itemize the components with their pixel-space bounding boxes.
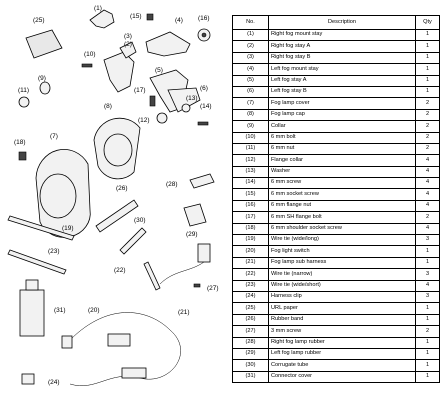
part-qty-cell: 1 (416, 41, 440, 52)
part-description-cell: 3 mm screw (269, 326, 416, 337)
table-row (233, 257, 440, 268)
table-row (233, 303, 440, 314)
callout-11: (11) (18, 87, 30, 94)
part-number-cell: (13) (233, 166, 269, 177)
callout-8: (8) (104, 103, 112, 110)
part-description-cell: Left fog stay B (269, 86, 416, 97)
part-description-cell: Harness clip (269, 291, 416, 302)
url-paper-part (26, 17, 62, 58)
table-row (233, 291, 440, 302)
table-row (233, 64, 440, 75)
callout-19: (19) (62, 225, 74, 232)
part-qty-cell: 1 (416, 52, 440, 63)
socket-screw-part (130, 13, 153, 20)
part-number-cell: (2) (233, 41, 269, 52)
part-description-cell: Fog lamp cap (269, 109, 416, 120)
part-number-cell: (8) (233, 109, 269, 120)
callout-17: (17) (134, 87, 146, 94)
sh-flange-bolt-part (134, 87, 155, 106)
part-number-cell: (26) (233, 314, 269, 325)
table-row (233, 348, 440, 359)
part-number-cell: (30) (233, 360, 269, 371)
part-qty-cell: 1 (416, 360, 440, 371)
left-fog-mount-stay-part (146, 17, 190, 56)
part-description-cell: 6 mm bolt (269, 132, 416, 143)
table-row (233, 75, 440, 86)
parts-table-body (233, 30, 440, 383)
bolt-part (82, 51, 96, 67)
part-description-cell: Connector cover (269, 371, 416, 382)
part-qty-cell: 4 (416, 178, 440, 189)
wire-tie-short-part (8, 248, 66, 274)
fog-lamp-cap-part (94, 103, 140, 179)
part-qty-cell: 2 (416, 109, 440, 120)
part-qty-cell: 1 (416, 303, 440, 314)
parts-table (232, 15, 440, 383)
part-number-cell: (22) (233, 269, 269, 280)
callout-18: (18) (14, 139, 26, 146)
header-qty: Qty (416, 16, 440, 30)
callout-3: (3) (124, 33, 132, 40)
part-qty-cell: 2 (416, 132, 440, 143)
part-description-cell: 6 mm screw (269, 178, 416, 189)
table-row (233, 280, 440, 291)
callout-2: (2) (124, 41, 132, 48)
callout-26: (26) (116, 185, 128, 192)
part-description-cell: Fog lamp sub harness (269, 257, 416, 268)
part-description-cell: Left fog mount stay (269, 64, 416, 75)
part-description-cell: Washer (269, 166, 416, 177)
table-row (233, 121, 440, 132)
part-description-cell: URL paper (269, 303, 416, 314)
part-number-cell: (29) (233, 348, 269, 359)
part-number-cell: (16) (233, 200, 269, 211)
part-qty-cell: 4 (416, 223, 440, 234)
table-row (233, 314, 440, 325)
part-description-cell: Right fog stay B (269, 52, 416, 63)
part-number-cell: (31) (233, 371, 269, 382)
callout-30: (30) (134, 217, 146, 224)
part-qty-cell: 3 (416, 235, 440, 246)
part-description-cell: Fog light switch (269, 246, 416, 257)
part-description-cell: Left fog lamp rubber (269, 348, 416, 359)
callout-25: (25) (33, 17, 45, 24)
part-number-cell: (10) (233, 132, 269, 143)
callout-14: (14) (200, 103, 212, 110)
part-qty-cell: 1 (416, 314, 440, 325)
part-description-cell: 6 mm shoulder socket screw (269, 223, 416, 234)
callout-31: (31) (54, 307, 66, 314)
callout-24: (24) (48, 379, 60, 386)
table-row (233, 326, 440, 337)
part-qty-cell: 1 (416, 75, 440, 86)
collar-part (38, 75, 50, 94)
callout-20: (20) (88, 307, 100, 314)
header-description: Description (269, 16, 416, 30)
nut-part (18, 87, 29, 107)
part-number-cell: (28) (233, 337, 269, 348)
table-row (233, 86, 440, 97)
callout-5: (5) (155, 67, 163, 74)
table-row (233, 98, 440, 109)
part-qty-cell: 4 (416, 189, 440, 200)
part-qty-cell: 1 (416, 371, 440, 382)
table-row (233, 132, 440, 143)
table-row (233, 360, 440, 371)
part-description-cell: Corrugate tube (269, 360, 416, 371)
left-fog-lamp-rubber-part (184, 204, 206, 238)
part-description-cell: Flange collar (269, 155, 416, 166)
part-number-cell: (17) (233, 212, 269, 223)
table-row (233, 155, 440, 166)
part-number-cell: (6) (233, 86, 269, 97)
part-description-cell: Collar (269, 121, 416, 132)
part-qty-cell: 2 (416, 121, 440, 132)
table-row (233, 41, 440, 52)
callout-22: (22) (114, 267, 126, 274)
part-qty-cell: 1 (416, 257, 440, 268)
callout-7: (7) (50, 133, 58, 140)
fog-lamp-cover-part (36, 133, 90, 237)
connector-cover-part (20, 280, 66, 336)
part-qty-cell: 1 (416, 348, 440, 359)
table-row (233, 52, 440, 63)
part-number-cell: (4) (233, 64, 269, 75)
wire-tie-narrow-part (114, 262, 160, 290)
right-fog-lamp-rubber-part (166, 174, 214, 188)
part-number-cell: (27) (233, 326, 269, 337)
fog-lamp-sub-harness-part (62, 309, 190, 386)
part-description-cell: Rubber band (269, 314, 416, 325)
part-number-cell: (15) (233, 189, 269, 200)
part-qty-cell: 4 (416, 200, 440, 211)
part-number-cell: (23) (233, 280, 269, 291)
header-number: No. (233, 16, 269, 30)
part-qty-cell: 1 (416, 86, 440, 97)
table-row (233, 235, 440, 246)
table-row (233, 337, 440, 348)
part-number-cell: (11) (233, 143, 269, 154)
part-qty-cell: 3 (416, 269, 440, 280)
callout-29: (29) (186, 231, 198, 238)
part-description-cell: Fog lamp cover (269, 98, 416, 109)
callout-23: (23) (48, 248, 60, 255)
table-header-row (233, 16, 440, 30)
part-description-cell: Right fog stay A (269, 41, 416, 52)
part-number-cell: (7) (233, 98, 269, 109)
callout-13: (13) (186, 95, 198, 102)
part-qty-cell: 2 (416, 98, 440, 109)
part-number-cell: (5) (233, 75, 269, 86)
part-qty-cell: 2 (416, 143, 440, 154)
callout-10: (10) (84, 51, 96, 58)
callout-1: (1) (94, 5, 102, 12)
part-description-cell: 6 mm nut (269, 143, 416, 154)
fog-light-switch-part (88, 244, 210, 314)
shoulder-socket-screw-part (14, 139, 26, 160)
table-row (233, 223, 440, 234)
part-description-cell: Wire tie (narrow) (269, 269, 416, 280)
right-fog-stay-parts (104, 33, 136, 92)
callout-27: (27) (207, 285, 219, 292)
part-description-cell: Wire tie (wide/short) (269, 280, 416, 291)
callout-6: (6) (200, 85, 208, 92)
rubber-band-part (96, 185, 138, 232)
right-fog-mount-stay-part (90, 5, 114, 28)
three-mm-screw-part (194, 284, 219, 292)
table-row (233, 212, 440, 223)
part-number-cell: (3) (233, 52, 269, 63)
part-qty-cell: 1 (416, 337, 440, 348)
table-row (233, 200, 440, 211)
table-row (233, 109, 440, 120)
callout-21: (21) (178, 309, 190, 316)
part-number-cell: (21) (233, 257, 269, 268)
part-number-cell: (24) (233, 291, 269, 302)
part-description-cell: 6 mm socket screw (269, 189, 416, 200)
table-row (233, 178, 440, 189)
callout-16: (16) (198, 15, 210, 22)
part-qty-cell: 2 (416, 212, 440, 223)
part-qty-cell: 1 (416, 30, 440, 41)
part-qty-cell: 1 (416, 246, 440, 257)
part-description-cell: Wire tie (wide/long) (269, 235, 416, 246)
table-row (233, 246, 440, 257)
callout-15: (15) (130, 13, 142, 20)
part-number-cell: (25) (233, 303, 269, 314)
part-number-cell: (9) (233, 121, 269, 132)
callout-28: (28) (166, 181, 178, 188)
harness-clip-part (22, 374, 60, 386)
part-number-cell: (18) (233, 223, 269, 234)
part-number-cell: (14) (233, 178, 269, 189)
part-description-cell: Left fog stay A (269, 75, 416, 86)
part-qty-cell: 4 (416, 166, 440, 177)
corrugate-tube-part (120, 217, 146, 254)
table-row (233, 189, 440, 200)
part-number-cell: (12) (233, 155, 269, 166)
table-row (233, 166, 440, 177)
part-description-cell: 6 mm flange nut (269, 200, 416, 211)
part-description-cell: 6 mm SH flange bolt (269, 212, 416, 223)
part-number-cell: (19) (233, 235, 269, 246)
table-row (233, 269, 440, 280)
table-row (233, 30, 440, 41)
part-number-cell: (1) (233, 30, 269, 41)
part-qty-cell: 4 (416, 155, 440, 166)
table-row (233, 371, 440, 382)
callout-4: (4) (175, 17, 183, 24)
part-qty-cell: 4 (416, 280, 440, 291)
part-qty-cell: 3 (416, 291, 440, 302)
callout-9: (9) (38, 75, 46, 82)
part-description-cell: Right fog mount stay (269, 30, 416, 41)
part-qty-cell: 1 (416, 64, 440, 75)
part-qty-cell: 2 (416, 326, 440, 337)
callout-12: (12) (138, 117, 150, 124)
part-number-cell: (20) (233, 246, 269, 257)
part-description-cell: Right fog lamp rubber (269, 337, 416, 348)
table-row (233, 143, 440, 154)
flange-nut-part (198, 15, 210, 41)
